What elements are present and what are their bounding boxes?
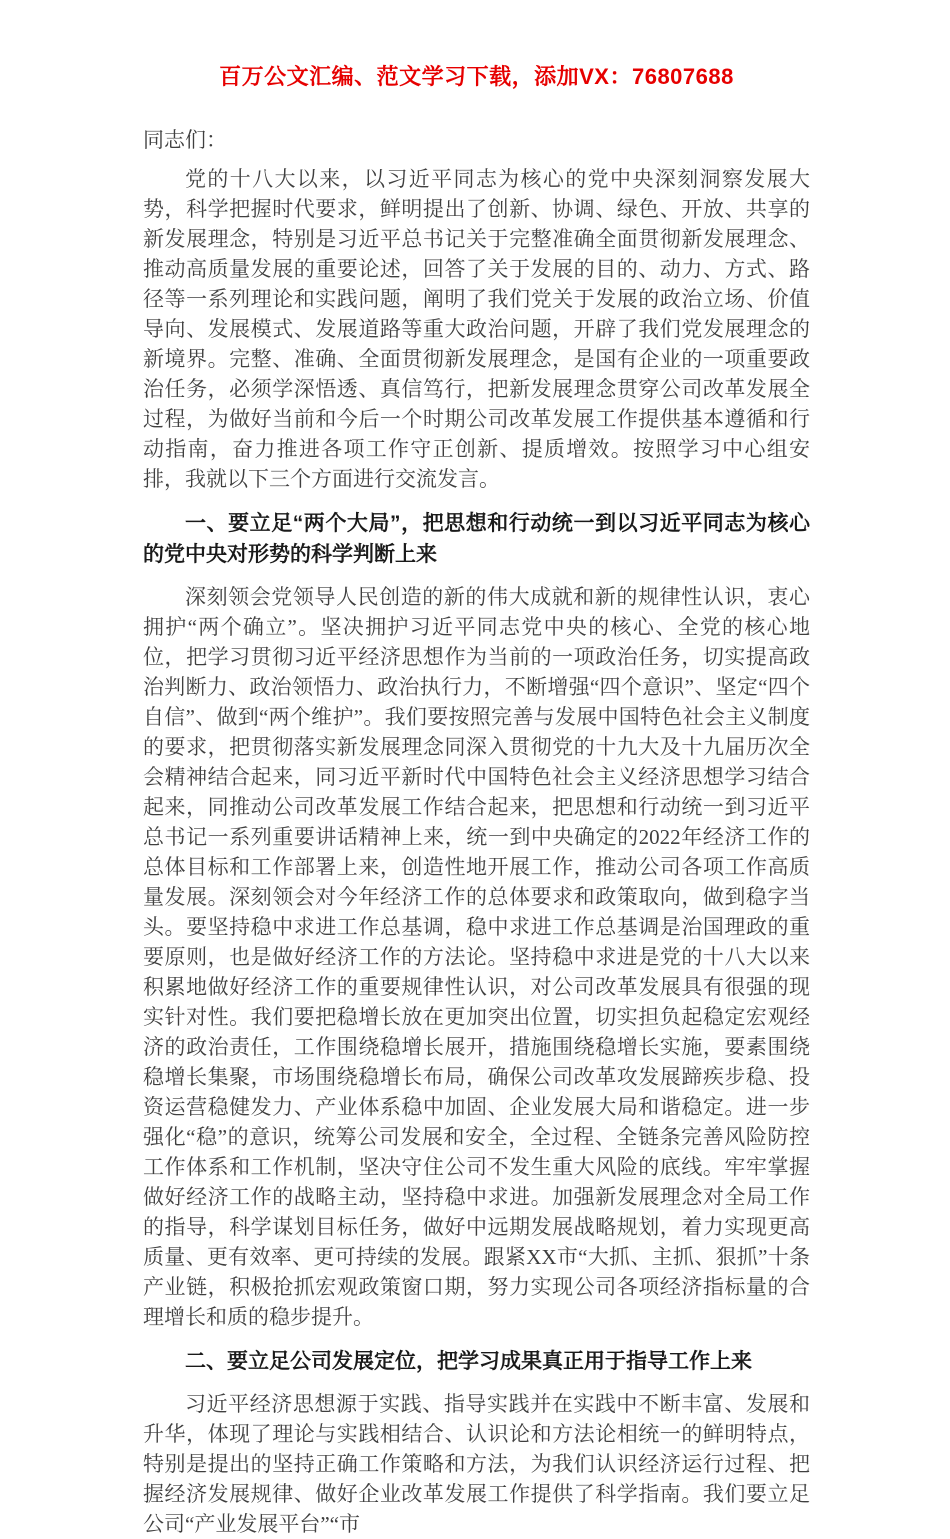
- document-body: [143, 125, 810, 1539]
- paragraph-section-2: 习近平经济思想源于实践、指导实践并在实践中不断丰富、发展和升华，体现了理论与实践相结合、认识论和方法论相统一的鲜明特点，特别是提出的坚持正确工作策略和方法，为我们认识经济运行过程、把握经济发展规律、做好企业改革发展工作提供了科学指南。我们要立足公司“产业发展平台”“市: [143, 1392, 810, 1536]
- paragraph-section-1: 深刻领会党领导人民创造的新的伟大成就和新的规律性认识，衷心拥护“两个确立”。坚决拥护习近平同志党中央的核心、全党的核心地位，把学习贯彻习近平经济思想作为当前的一项政治任务，切实提高政治判断力、政治领悟力、政治执行力，不断增强“四个意识”、坚定“四个自信”、做到“两个维护”。我们要按照完善与发展中国特色社会主义制度的要求，把贯彻落实新发展理念同深入贯彻党的十九大及十九届历次全会精神结合起来，同习近平新时代中国特色社会主义经济思想学习结合起来，同推动公司改革发展工作结合起来，把思想和行动统一到习近平总书记一系列重要讲话精神上来，统一到中央确定的2022年经济工作的总体目标和工作部署上来，创造性地开展工作，推动公司各项工作高质量发展。深刻领会对今年经济工作的总体要求和政策取向，做到稳字当头。要坚持稳中求进工作总基调，稳中求进工作总基调是治国理政的重要原则，也是做好经济工作的方法论。坚持稳中求进是党的十八大以来积累地做好经济工作的重要规律性认识，对公司改革发展具有很强的现实针对性。我们要把稳增长放在更加突出位置，切实担负起稳定宏观经济的政治责任，工作围绕稳增长展开，措施围绕稳增长实施，要素围绕稳增长集聚，市场围绕稳增长布局，确保公司改革攻发展蹄疾步稳、投资运营稳健发力、产业体系稳中加固、企业发展大局和谐稳定。进一步强化“稳”的意识，统筹公司发展和安全，全过程、全链条完善风险防控工作体系和工作机制，坚决守住公司不发生重大风险的底线。牢牢掌握做好经济工作的战略主动，坚持稳中求进。加强新发展理念对全局工作的指导，科学谋划目标任务，做好中远期发展战略规划，着力实现更高质量、更有效率、更可持续的发展。跟紧XX市“大抓、主抓、狠抓”十条产业链，积极抢抓宏观政策窗口期，努力实现公司各项经济指标量的合理增长和质的稳步提升。: [143, 585, 810, 1329]
- section-heading-1: 一、要立足“两个大局”，把思想和行动统一到以习近平同志为核心的党中央对形势的科学判断上来: [143, 512, 810, 566]
- paragraph-intro: 党的十八大以来，以习近平同志为核心的党中央深刻洞察发展大势，科学把握时代要求，鲜明提出了创新、协调、绿色、开放、共享的新发展理念，特别是习近平总书记关于完整准确全面贯彻新发展理念、推动高质量发展的重要论述，回答了关于发展的目的、动力、方式、路径等一系列理论和实践问题，阐明了我们党关于发展的政治立场、价值导向、发展模式、发展道路等重大政治问题，开辟了我们党发展理念的新境界。完整、准确、全面贯彻新发展理念，是国有企业的一项重要政治任务，必须学深悟透、真信笃行，把新发展理念贯穿公司改革发展全过程，为做好当前和今后一个时期公司改革发展工作提供基本遵循和行动指南，奋力推进各项工作守正创新、提质增效。按照学习中心组安排，我就以下三个方面进行交流发言。: [143, 167, 810, 491]
- section-heading-2: 二、要立足公司发展定位，把学习成果真正用于指导工作上来: [185, 1350, 752, 1373]
- salutation: 同志们：: [143, 128, 227, 152]
- promo-banner: 百万公文汇编、范文学习下载，添加VX：76807688: [219, 64, 734, 89]
